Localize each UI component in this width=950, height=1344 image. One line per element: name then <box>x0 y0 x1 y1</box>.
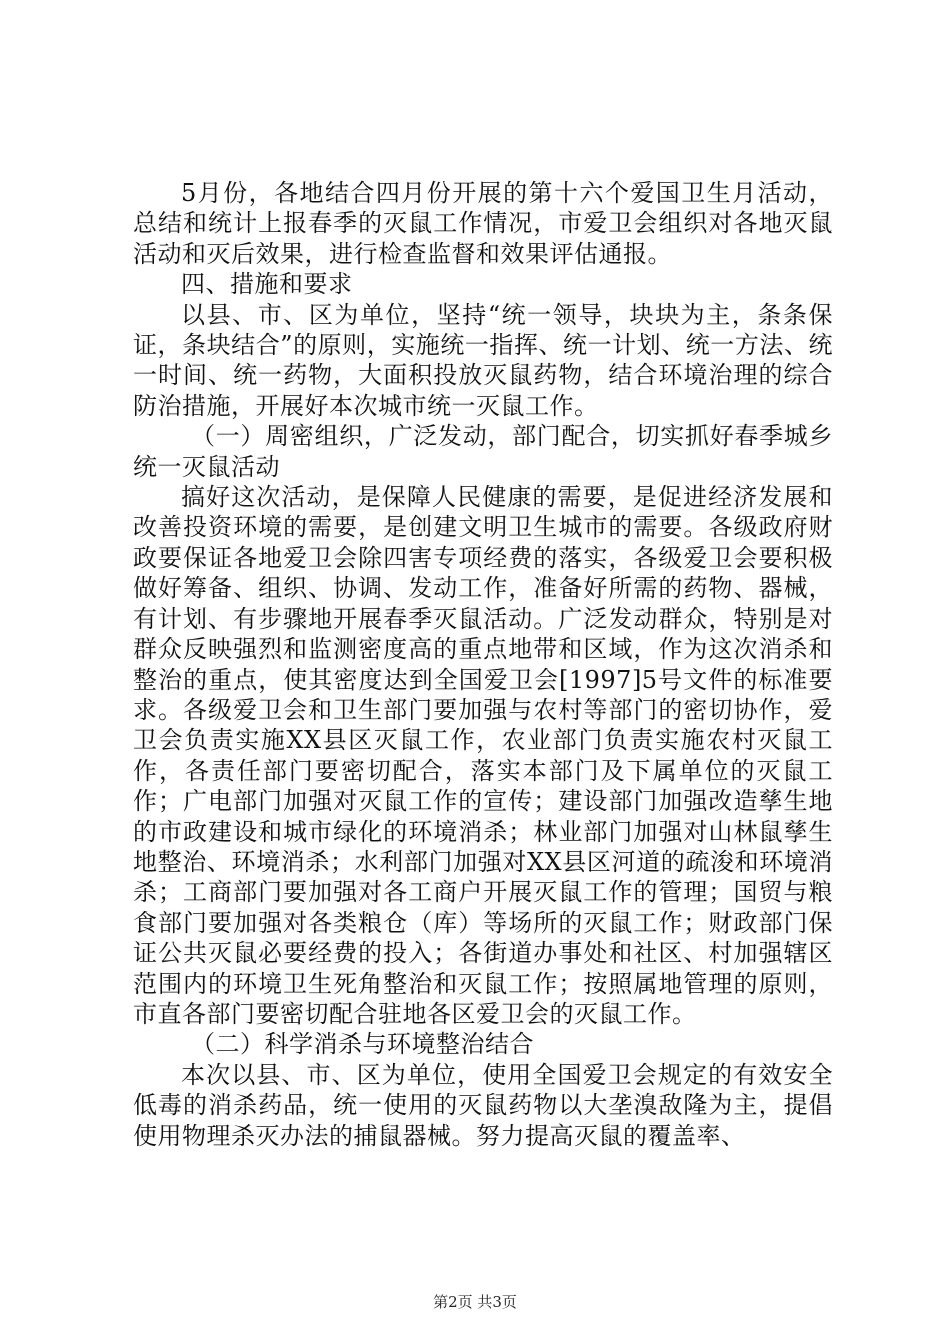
subheading-scientific-disinfection: （二）科学消杀与环境整治结合 <box>191 1030 534 1059</box>
section-heading-measures: 四、措施和要求 <box>181 270 353 299</box>
paragraph-rodenticide: 本次以县、市、区为单位，使用全国爱卫会规定的有效安全低毒的消杀药品，统一使用的灭鼠药物以大垄溴敌隆为主，提倡使用物理杀灭办法的捕鼠器械。努力提高灭鼠的覆盖率、 <box>133 1060 833 1150</box>
document-body <box>133 178 833 1151</box>
paragraph-principles: 以县、市、区为单位，坚持“统一领导，块块为主，条条保证，条块结合”的原则，实施统一指挥、统一计划、统一方法、统一时间、统一药物，大面积投放灭鼠药物，结合环境治理的综合防治措施，开展好本次城市统一灭鼠工作。 <box>133 300 833 420</box>
page-number-footer: 第2页 共3页 <box>433 1293 517 1311</box>
paragraph-department-duties: 搞好这次活动，是保障人民健康的需要，是促进经济发展和改善投资环境的需要，是创建文明卫生城市的需要。各级政府财政要保证各地爱卫会除四害专项经费的落实，各级爱卫会要积极做好筹备、组织、协调、发动工作，准备好所需的药物、器械，有计划、有步骤地开展春季灭鼠活动。广泛发动群众，特别是对群众反映强烈和监测密度高的重点地带和区域，作为这次消杀和整治的重点，使其密度达到全国爱卫会[1997]5号文件的标准要求。各级爱卫会和卫生部门要加强与农村等部门的密切协作，爱卫会负责实施XX县区灭鼠工作，农业部门负责实施农村灭鼠工作，各责任部门要密切配合，落实本部门及下属单位的灭鼠工作；广电部门加强对灭鼠工作的宣传；建设部门加强改造孳生地的市政建设和城市绿化的环境消杀；林业部门加强对山林鼠孳生地整治、环境消杀；水利部门加强对XX县区河道的疏浚和环境消杀；工商部门要加强对各工商户开展灭鼠工作的管理；国贸与粮食部门要加强对各类粮仓（库）等场所的灭鼠工作；财政部门保证公共灭鼠必要经费的投入；各街道办事处和社区、村加强辖区范围内的环境卫生死角整治和灭鼠工作；按照属地管理的原则，市直各部门要密切配合驻地各区爱卫会的灭鼠工作。 <box>133 483 833 1028</box>
subheading-organization: （一）周密组织，广泛发动，部门配合，切实抓好春季城乡统一灭鼠活动 <box>133 422 833 481</box>
paragraph-summary: 5月份，各地结合四月份开展的第十六个爱国卫生月活动，总结和统计上报春季的灭鼠工作情况，市爱卫会组织对各地灭鼠活动和灭后效果，进行检查监督和效果评估通报。 <box>133 179 833 268</box>
